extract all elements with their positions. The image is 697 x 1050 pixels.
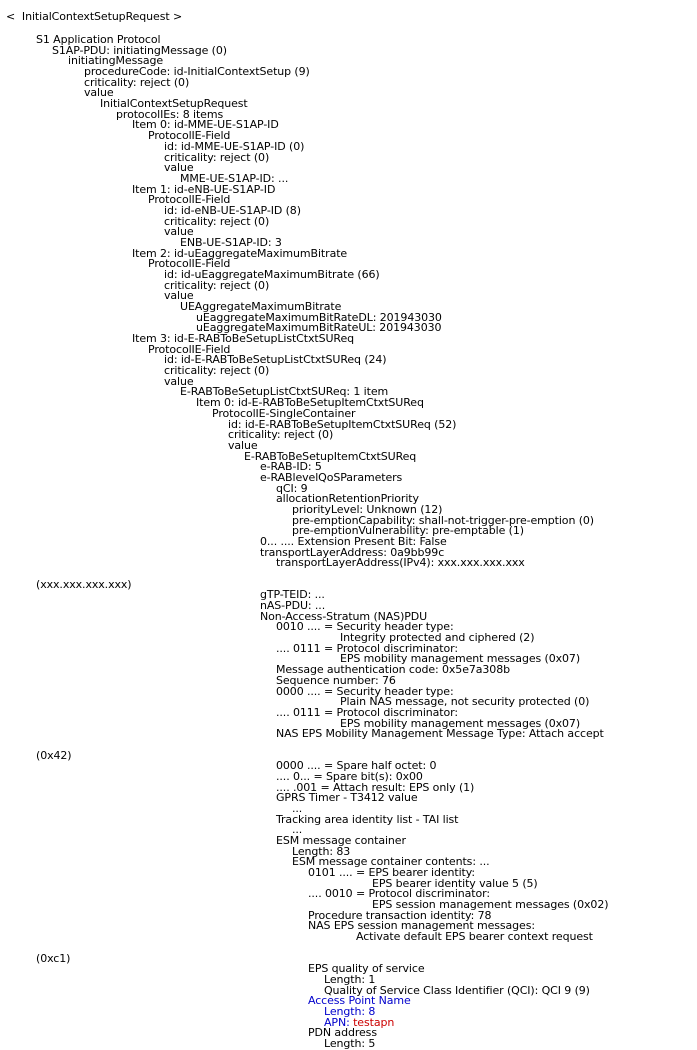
tree-node-label: criticality: reject (0) [164, 214, 270, 228]
tree-node-label: .... .001 = Attach result: EPS only (1) [276, 780, 475, 794]
back-chevron-icon[interactable]: < [6, 10, 16, 23]
tree-node-label: (0x42) [36, 748, 72, 762]
tree-node-label: initiatingMessage [68, 54, 164, 68]
tree-node-value: testapn [353, 1015, 395, 1029]
tree-node[interactable] [36, 579, 132, 590]
tree-node-label: criticality: reject (0) [164, 278, 270, 292]
tree-node-label: id: id-E-RABToBeSetupItemCtxtSUReq (52) [228, 417, 457, 431]
tree-node-label: ENB-UE-S1AP-ID: 3 [180, 235, 282, 249]
tree-node[interactable] [276, 814, 458, 825]
tree-node-label: EPS quality of service [308, 962, 425, 976]
tree-node-label: 0010 .... = Security header type: [276, 620, 454, 634]
tree-node-label: Non-Access-Stratum (NAS)PDU [260, 609, 428, 623]
tree-node-label: id: id-E-RABToBeSetupListCtxtSUReq (24) [164, 353, 387, 367]
tree-node-label: EPS mobility management messages (0x07) [340, 652, 581, 666]
tree-node-label: transportLayerAddress: 0a9bb99c [260, 545, 445, 559]
tree-node-label: protocolIEs: 8 items [116, 107, 224, 121]
tree-node-label: criticality: reject (0) [164, 150, 270, 164]
tree-node-label: pre-emptionVulnerability: pre-emptable (1) [292, 524, 524, 538]
tree-node-label: .... 0111 = Protocol discriminator: [276, 641, 458, 655]
tree-node-label: qCI: 9 [276, 481, 308, 495]
tree-node-label: S1 Application Protocol [36, 33, 161, 46]
tree-node[interactable] [324, 1038, 375, 1049]
tree-node-label: Access Point Name [308, 994, 411, 1008]
tree-node-label: criticality: reject (0) [164, 364, 270, 378]
tree-node-label: (xxx.xxx.xxx.xxx) [36, 577, 132, 591]
tree-node-label: (0xc1) [36, 951, 71, 965]
tree-node-label: Length: 83 [292, 844, 351, 858]
tree-node-label: EPS bearer identity value 5 (5) [372, 876, 538, 890]
tree-node-label: ProtocolIE-Field [148, 342, 231, 356]
tree-node-label: Length: 8 [324, 1004, 376, 1018]
tree-node-label: value [84, 86, 114, 100]
tree-node-label: ... [292, 802, 303, 815]
tree-node-label: UEAggregateMaximumBitrate [180, 300, 342, 313]
tree-node-label: procedureCode: id-InitialContextSetup (9) [84, 65, 310, 78]
window-title-bar [6, 11, 182, 22]
tree-node-label: ProtocolIE-Field [148, 129, 231, 143]
tree-node-label: value [164, 225, 194, 239]
tree-node-label: MME-UE-S1AP-ID: ... [180, 171, 289, 185]
tree-node-label: id: id-MME-UE-S1AP-ID (0) [164, 139, 305, 153]
tree-node-label: ProtocolIE-Field [148, 257, 231, 271]
tree-node-label: Length: 1 [324, 972, 376, 986]
tree-node-label: ESM message container [276, 834, 406, 847]
tree-node-label: E-RABToBeSetupListCtxtSUReq: 1 item [180, 385, 389, 399]
tree-node[interactable] [36, 953, 70, 964]
tree-node-label: EPS mobility management messages (0x07) [340, 716, 581, 730]
tree-node-label: Sequence number: 76 [276, 673, 396, 687]
forward-chevron-icon[interactable]: > [172, 10, 183, 23]
tree-node-label: 0... .... Extension Present Bit: False [260, 535, 447, 548]
tree-node-label: ... [292, 823, 303, 837]
tree-node-label: Plain NAS message, not security protected (0) [340, 695, 590, 709]
tree-node-label: Item 0: id-E-RABToBeSetupItemCtxtSUReq [196, 396, 424, 410]
tree-node-label: gTP-TEID: ... [260, 588, 325, 602]
tree-node-label: uEaggregateMaximumBitRateUL: 201943030 [196, 321, 442, 335]
tree-node-label: .... 0010 = Protocol discriminator: [308, 887, 490, 901]
tree-node-label: EPS session management messages (0x02) [372, 898, 609, 912]
tree-node-label: 0101 .... = EPS bearer identity: [308, 866, 475, 879]
tree-node-label: allocationRetentionPriority [276, 492, 419, 506]
tree-node-label: Tracking area identity list - TAI list [276, 812, 459, 826]
tree-node-label: Activate default EPS bearer context request [356, 930, 593, 944]
tree-node-label: GPRS Timer - T3412 value [276, 791, 418, 805]
tree-node-label: InitialContextSetupRequest [100, 97, 248, 111]
tree-node-label: id: id-eNB-UE-S1AP-ID (8) [164, 203, 301, 217]
tree-node-label: NAS EPS Mobility Management Message Type: Attach accept [276, 727, 604, 741]
tree-node-label: 0000 .... = Spare half octet: 0 [276, 759, 437, 773]
tree-node-label: ProtocolIE-Field [148, 193, 231, 207]
page-title: InitialContextSetupRequest [21, 10, 170, 23]
tree-node-label: uEaggregateMaximumBitRateDL: 201943030 [196, 310, 442, 324]
tree-node-label: Item 2: id-uEaggregateMaximumBitrate [132, 246, 348, 260]
tree-node-label: e-RAB-ID: 5 [260, 460, 322, 474]
tree-node-label: APN: [324, 1015, 354, 1029]
tree-node-label: criticality: reject (0) [228, 428, 334, 442]
tree-node-label: NAS EPS session management messages: [308, 919, 535, 933]
tree-node-label: criticality: reject (0) [84, 75, 190, 89]
tree-node-label: e-RABlevelQoSParameters [260, 470, 403, 484]
tree-node-label: nAS-PDU: ... [260, 599, 326, 612]
tree-node[interactable] [276, 557, 525, 568]
tree-node-label: 0000 .... = Security header type: [276, 684, 454, 698]
tree-node[interactable] [276, 728, 604, 739]
tree-node[interactable] [356, 931, 593, 942]
tree-node-label: Quality of Service Class Identifier (QCI): QCI 9 (9) [324, 983, 590, 997]
tree-node-label: transportLayerAddress(IPv4): xxx.xxx.xxx.xxx [276, 556, 525, 570]
tree-node-label: S1AP-PDU: initiatingMessage (0) [52, 43, 227, 57]
tree-node-label: ESM message container contents: ... [292, 855, 490, 869]
tree-node-label: Item 1: id-eNB-UE-S1AP-ID [132, 182, 276, 196]
tree-node-label: Integrity protected and ciphered (2) [340, 631, 535, 645]
tree-node-label: Message authentication code: 0x5e7a308b [276, 663, 510, 677]
tree-node-label: .... 0111 = Protocol discriminator: [276, 705, 458, 719]
tree-node[interactable] [36, 750, 72, 761]
tree-node-label: Item 3: id-E-RABToBeSetupListCtxtSUReq [132, 332, 355, 345]
tree-node-label: Procedure transaction identity: 78 [308, 908, 492, 922]
tree-node-label: Length: 5 [324, 1036, 376, 1050]
tree-node-label: value [164, 374, 194, 388]
tree-node-label: ProtocolIE-SingleContainer [212, 406, 356, 420]
tree-node-label: E-RABToBeSetupItemCtxtSUReq [244, 449, 417, 463]
tree-node-label: value [228, 438, 258, 452]
tree-node-label: value [164, 161, 194, 175]
tree-node-label: .... 0... = Spare bit(s): 0x00 [276, 769, 423, 783]
tree-node-label: value [164, 289, 194, 303]
tree-node-label: id: id-uEaggregateMaximumBitrate (66) [164, 268, 380, 281]
tree-node-label: priorityLevel: Unknown (12) [292, 502, 443, 516]
tree-node-label: PDN address [308, 1026, 377, 1040]
tree-node-label: Item 0: id-MME-UE-S1AP-ID [132, 118, 279, 132]
tree-node-label: pre-emptionCapability: shall-not-trigger-pre-emption (0) [292, 513, 594, 527]
